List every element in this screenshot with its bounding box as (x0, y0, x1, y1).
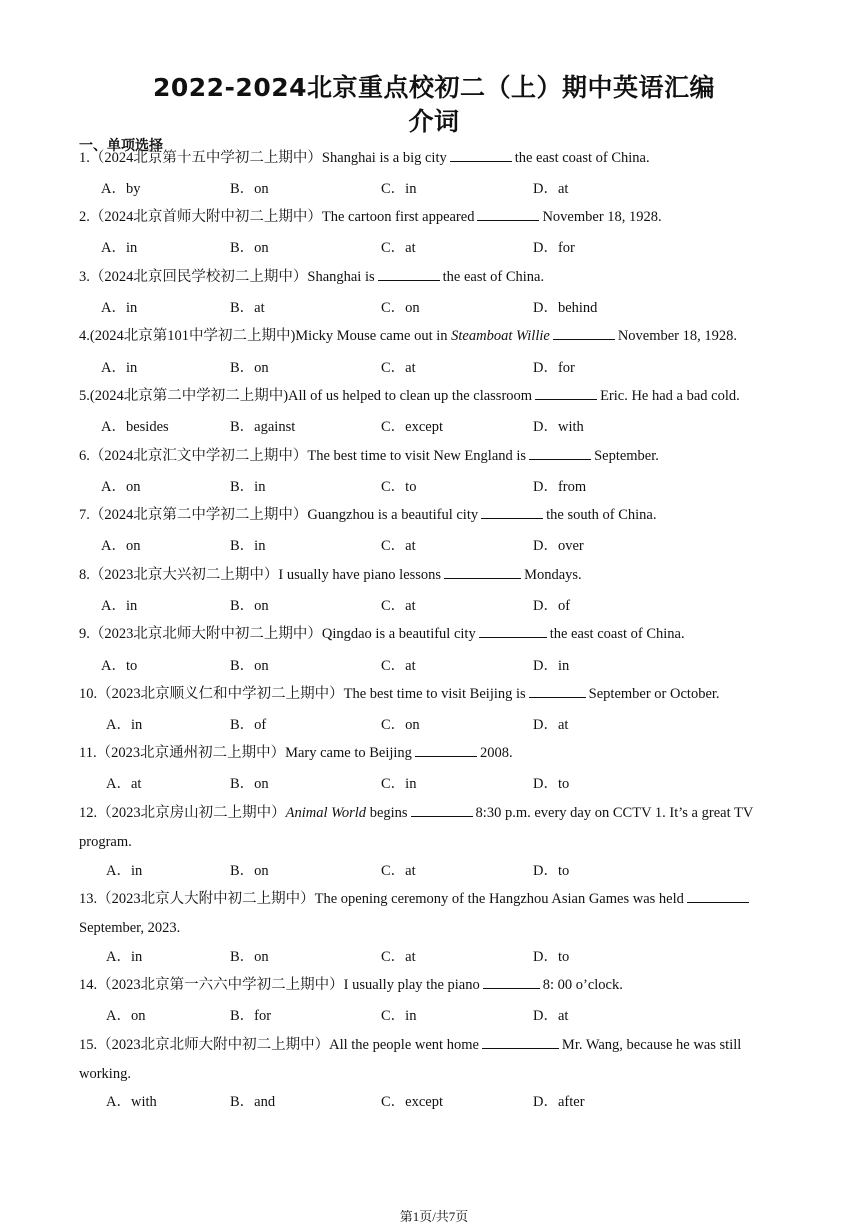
question-stem-end: 8:30 p.m. every day on CCTV 1. It’s a great TV program. (79, 805, 754, 850)
answer-options (0, 356, 760, 376)
question-stem-mid: begins (366, 805, 408, 821)
option-c: C．at (381, 863, 416, 879)
option-a: A．by (101, 181, 141, 197)
option-a: A．in (101, 598, 138, 614)
question-stem: 2.（2024北京首师大附中初二上期中）The cartoon first appeared (79, 209, 475, 225)
section-heading: 一、单项选择 (79, 138, 163, 154)
option-d: D．for (533, 360, 575, 376)
option-c: C．at (381, 360, 416, 376)
option-a: A．in (106, 863, 143, 879)
option-b: B．for (230, 1008, 272, 1024)
question-stem-end: the east of China. (442, 269, 545, 285)
answer-blank (535, 385, 597, 400)
option-c: C．in (381, 1008, 417, 1024)
question-3 (79, 263, 794, 292)
question-5 (79, 382, 794, 411)
option-b: B．on (230, 240, 269, 256)
answer-options (0, 296, 760, 316)
answer-blank (553, 325, 615, 340)
question-stem-end: 2008. (479, 745, 513, 761)
option-b: B．on (230, 776, 269, 792)
option-d: D．behind (533, 300, 598, 316)
question-stem: 9.（2023北京北师大附中初二上期中）Qingdao is a beautiful city (79, 626, 476, 642)
question-15 (79, 1031, 794, 1088)
question-stem-end: September. (594, 448, 659, 464)
question-stem: 7.（2024北京第二中学初二上期中）Guangzhou is a beautiful city (79, 507, 479, 523)
question-stem: 3.（2024北京回民学校初二上期中）Shanghai is (79, 269, 375, 285)
question-9 (79, 620, 794, 649)
option-a: A．in (106, 949, 143, 965)
answer-options (0, 713, 760, 733)
option-c: C．at (381, 538, 416, 554)
question-stem: 6.（2024北京汇文中学初二上期中）The best time to visit New England is (79, 448, 527, 464)
answer-blank (482, 1034, 559, 1049)
answer-options (0, 1090, 760, 1110)
document-title: 2022-2024北京重点校初二（上）期中英语汇编 (152, 73, 716, 102)
option-c: C．at (381, 598, 416, 614)
question-stem: 4.(2024北京第101中学初二上期中)Micky Mouse came out in (79, 328, 452, 344)
option-c: C．except (381, 1094, 444, 1110)
option-d: D．at (533, 1008, 569, 1024)
option-a: A．besides (101, 419, 169, 435)
option-b: B．at (230, 300, 265, 316)
answer-blank (378, 266, 440, 281)
question-stem-end: November 18, 1928. (542, 209, 662, 225)
answer-options (0, 177, 760, 197)
answer-blank (479, 623, 547, 638)
option-c: C．to (381, 479, 417, 495)
question-stem-end: Mondays. (524, 567, 582, 583)
option-c: C．at (381, 240, 416, 256)
answer-blank (450, 147, 512, 162)
option-a: A．on (101, 538, 141, 554)
option-b: B．on (230, 598, 269, 614)
page-footer: 第1页/共7页 (399, 1209, 469, 1224)
option-a: A．on (106, 1008, 146, 1024)
question-2 (79, 203, 794, 232)
option-d: D．over (533, 538, 584, 554)
question-stem-end: September, 2023. (79, 919, 181, 936)
question-stem: 8.（2023北京大兴初二上期中）I usually have piano lessons (79, 567, 442, 583)
option-c: C．at (381, 949, 416, 965)
option-b: B．on (230, 863, 269, 879)
question-12 (79, 799, 794, 856)
question-stem-end: the east coast of China. (514, 150, 650, 166)
option-b: B．against (230, 419, 296, 435)
option-d: D．in (533, 658, 570, 674)
answer-blank (483, 974, 540, 989)
option-b: B．on (230, 949, 269, 965)
option-b: B．in (230, 479, 266, 495)
question-11 (79, 739, 794, 768)
answer-options (0, 236, 760, 256)
question-10 (79, 680, 794, 709)
option-a: A．to (101, 658, 138, 674)
answer-options (0, 654, 760, 674)
question-8 (79, 561, 794, 590)
option-d: D．of (533, 598, 571, 614)
option-d: D．with (533, 419, 584, 435)
answer-options (0, 1004, 760, 1024)
option-d: D．at (533, 717, 569, 733)
question-stem: 1.（2024北京第十五中学初二上期中）Shanghai is a big city (79, 150, 447, 166)
option-c: C．except (381, 419, 444, 435)
option-c: C．in (381, 181, 417, 197)
question-stem-end: the east coast of China. (549, 626, 685, 642)
question-7 (79, 501, 794, 530)
answer-options (0, 859, 760, 879)
option-a: A．in (106, 717, 143, 733)
option-d: D．for (533, 240, 575, 256)
option-a: A．in (101, 360, 138, 376)
question-6 (79, 442, 794, 471)
option-b: B．on (230, 360, 269, 376)
question-stem-end: November 18, 1928. (617, 328, 738, 344)
answer-options (0, 772, 760, 792)
answer-blank (481, 504, 543, 519)
question-stem: 11.（2023北京通州初二上期中）Mary came to Beijing (79, 745, 412, 761)
answer-blank (529, 683, 586, 698)
option-d: D．at (533, 181, 569, 197)
italic-title: Steamboat Willie (451, 328, 550, 344)
option-b: B．of (230, 717, 267, 733)
option-c: C．on (381, 717, 420, 733)
question-stem: 13.（2023北京人大附中初二上期中）The opening ceremony of the Hangzhou Asian Games was held (79, 891, 684, 907)
option-a: A．in (101, 240, 138, 256)
question-stem-end: Mr. Wang, because he was still working. (79, 1037, 742, 1082)
answer-options (0, 594, 760, 614)
question-1 (79, 144, 794, 173)
option-a: A．with (106, 1094, 157, 1110)
option-c: C．at (381, 658, 416, 674)
option-a: A．at (106, 776, 142, 792)
question-14 (79, 971, 794, 1000)
answer-options (0, 945, 760, 965)
option-d: D．after (533, 1094, 585, 1110)
option-a: A．on (101, 479, 141, 495)
answer-blank (529, 445, 591, 460)
question-13 (79, 885, 794, 942)
document-subtitle: 介词 (408, 107, 460, 136)
option-d: D．from (533, 479, 587, 495)
question-stem: 10.（2023北京顺义仁和中学初二上期中）The best time to visit Beijing is (79, 686, 526, 702)
option-b: B．in (230, 538, 266, 554)
answer-options (0, 475, 760, 495)
answer-options (0, 415, 760, 435)
question-stem-end: 8: 00 o’clock. (542, 977, 623, 993)
option-c: C．on (381, 300, 420, 316)
answer-options (0, 534, 760, 554)
option-b: B．on (230, 658, 269, 674)
question-stem: 12.（2023北京房山初二上期中） (79, 805, 286, 821)
option-b: B．on (230, 181, 269, 197)
answer-blank (687, 888, 749, 903)
question-stem: 5.(2024北京第二中学初二上期中)All of us helped to clean up the classroom (79, 388, 533, 404)
question-4 (79, 322, 794, 351)
question-stem-end: the south of China. (546, 507, 657, 523)
answer-blank (411, 802, 473, 817)
question-stem: 14.（2023北京第一六六中学初二上期中）I usually play the piano (79, 977, 480, 993)
answer-blank (477, 206, 539, 221)
option-c: C．in (381, 776, 417, 792)
answer-blank (415, 742, 477, 757)
question-stem-end: Eric. He had a bad cold. (600, 388, 740, 404)
italic-title: Animal World (285, 805, 367, 821)
question-stem: 15.（2023北京北师大附中初二上期中）All the people went home (79, 1037, 479, 1053)
option-d: D．to (533, 776, 570, 792)
answer-blank (444, 564, 521, 579)
option-d: D．to (533, 949, 570, 965)
option-a: A．in (101, 300, 138, 316)
option-b: B．and (230, 1094, 276, 1110)
question-stem-end: September or October. (588, 686, 720, 702)
option-d: D．to (533, 863, 570, 879)
